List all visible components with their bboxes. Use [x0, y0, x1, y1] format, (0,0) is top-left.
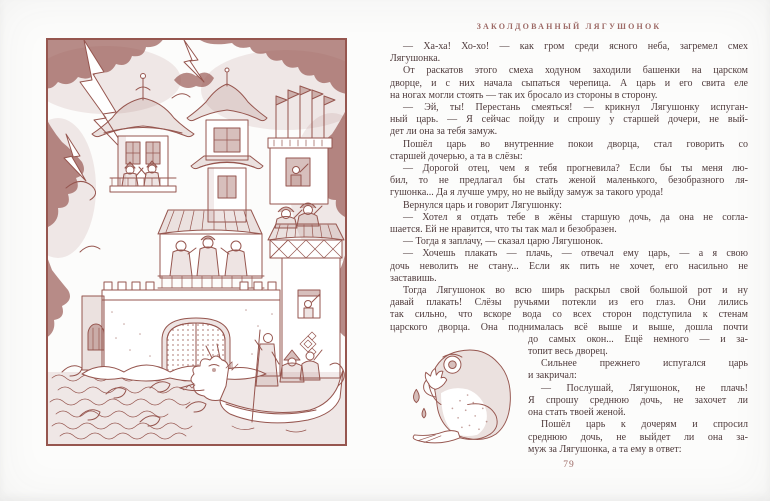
text-line: до самых окон... Ещё немного — и за- [528, 333, 748, 345]
text-line: заставишь. [390, 272, 437, 284]
text-line: царского дворца. Она поднималась всё выше и выше, дошла почти [390, 321, 748, 333]
text-line: — Дорогой отец, чем я тебя прогневила? Если бы ты меня лю- [403, 163, 748, 175]
text-line: дет ли она за тебя замуж. [390, 126, 498, 138]
right-page [390, 0, 748, 501]
storm-flooded-palace-illustration [46, 38, 347, 446]
text-line: бил, то не предлагал бы стать женой маленького, безобразного ля- [390, 175, 748, 187]
text-line: старшей дочерью, а та в слёзы: [390, 150, 523, 162]
text-line: гушонка... Да я лучше умру, но не выйду замуж за такого урода! [390, 187, 664, 199]
text-line: Лягушонка. [390, 53, 441, 65]
text-line: — Ха-ха! Хо-хо! — как гром среди ясного неба, загремел смех [403, 41, 748, 52]
text-line: Тогда Лягушонок во всю ширь раскрыл свой большой рот и ну [403, 285, 748, 297]
text-line: давай плакать! Слёзы ручьями потекли из его глаз. Они лились [390, 297, 748, 309]
text-line: — Послушай, Лягушонок, не плачь! [541, 382, 748, 394]
text-line: Вернулся царь и говорит Лягушонку: [403, 199, 562, 211]
text-line: ный царь. — Я сейчас пойду и спрошу у старшей дочери, не вый- [390, 114, 748, 126]
text-line: — Хочешь плакать — плачь, — отвечал ему царь, — а я свою [403, 248, 748, 260]
text-line: Пошёл царь к дочерям и спросил [541, 419, 748, 431]
text-line: так сильно, что вскоре вода со всех сторон подступила к стенам [390, 309, 748, 321]
text-line: топит весь дворец. [528, 346, 608, 358]
text-line: она стать твоей женой. [528, 407, 626, 419]
text-line: Пошёл царь во внутренние покои дворца, стал говорить со [403, 138, 748, 150]
page-number: 79 [563, 459, 575, 470]
text-line: среднюю дочь, не выйдет ли она за- [528, 431, 748, 443]
text-line: Сильнее прежнего испугался царь [541, 358, 748, 370]
text-line: и закричал: [528, 370, 577, 382]
text-line: Я спрошу среднюю дочь, не захочет ли [528, 394, 748, 406]
text-line: шается. Ей не нравится, что ты так мал и безобразен. [390, 224, 617, 236]
text-line: дворце, и с них начала сыпаться черепица. А царь и его свита еле [390, 77, 748, 89]
text-line: дочь неволить не стану... Если як пить не хочет, его насильно не [390, 260, 748, 272]
running-head: ЗАКОЛДОВАННЫЙ ЛЯГУШОНОК [476, 22, 662, 31]
text-line: муж за Лягушонка, а та ему в ответ: [528, 443, 682, 455]
text-line: — Хотел я отдать тебе в жёны старшую дочь, да она не согла- [403, 211, 748, 223]
crying-frog-illustration [398, 340, 522, 452]
text-line: на ногах могли стоять — так их бросало из стороны в сторону. [390, 89, 658, 101]
text-line: От раскатов этого смеха ходуном заходили башенки на царском [403, 65, 748, 77]
text-line: — Эй, ты! Перестань смеяться! — крикнул Лягушонку испуган- [403, 102, 748, 114]
castle-illustration [46, 38, 347, 446]
text-line: — Тогда я запла́чу, — сказал царю Лягушонок. [403, 236, 603, 248]
body-text [390, 41, 748, 456]
